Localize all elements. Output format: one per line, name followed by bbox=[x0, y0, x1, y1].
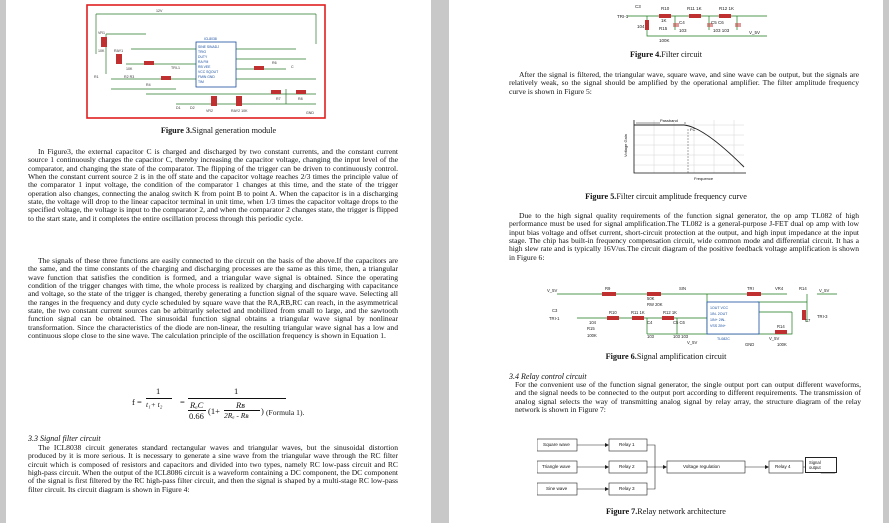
ic-label: ICL8038 bbox=[204, 37, 217, 41]
figure-5-caption bbox=[449, 192, 883, 201]
triangle-wave-box: Triangle wave bbox=[542, 464, 571, 469]
svg-text:GND: GND bbox=[745, 342, 755, 347]
svg-text:V_5V: V_5V bbox=[819, 288, 830, 293]
svg-text:C3: C3 bbox=[635, 4, 641, 9]
svg-text:1IN- 2OUT: 1IN- 2OUT bbox=[710, 312, 728, 316]
paragraph-filter-output: After the signal is filtered, the triangular wave, square wave, and sine wave can be output, but the signals are relatively weak, so the signal should be amplified by the operational amplifier. The filter amplitude frequency curve is shown in Figure 5: bbox=[509, 70, 859, 96]
svg-text:RA FM: RA FM bbox=[198, 60, 209, 64]
relay-2-box: Relay 2 bbox=[619, 464, 635, 469]
eq-rac: RₐC bbox=[190, 400, 204, 410]
svg-text:10K: 10K bbox=[126, 67, 133, 71]
svg-text:SIN: SIN bbox=[679, 286, 686, 291]
eq-num-1: 1 bbox=[156, 386, 161, 396]
svg-text:C3: C3 bbox=[552, 308, 558, 313]
eq-close: ) bbox=[261, 406, 264, 416]
svg-text:104: 104 bbox=[589, 320, 596, 325]
svg-text:R8: R8 bbox=[298, 97, 303, 101]
eq-f: f = bbox=[132, 397, 142, 407]
figure-6-caption-num: Figure 6. bbox=[605, 352, 637, 361]
equation-1 bbox=[132, 386, 382, 426]
paragraph-signal-filter: The ICL8038 circuit generates standard rectangular waves and triangular waves, but the sinusoidal distortion produced by it is more serious. It is necessary to generate a sine wave from the triangular wave through the RC filter circuit which is composed of resistors and capacitors and divided into two types, namely RC low-pass circuit and RC high-pass circuit. When the output of the ICL8086 circuit is a waveform containing a DC component, the DC component of the signal is first filtered by the RC high-pass filter circuit, and then the signal is shaped by a multi-stage RC low-pass filter circuit. Its circuit diagram is shown in Figure 4: bbox=[28, 443, 398, 494]
svg-text:103 103: 103 103 bbox=[713, 28, 730, 33]
eq-onep: (1+ bbox=[208, 406, 220, 416]
figure-7-caption bbox=[449, 507, 883, 516]
svg-text:C: C bbox=[291, 65, 294, 69]
eq-coef: 0.66 bbox=[189, 411, 204, 421]
svg-text:C4: C4 bbox=[679, 20, 685, 25]
passband-label: Passband bbox=[660, 118, 678, 123]
vcc-label: 12V bbox=[156, 9, 163, 13]
svg-text:VCC SQOUT: VCC SQOUT bbox=[198, 70, 219, 74]
right-page bbox=[449, 0, 883, 523]
figure-4-caption-text: Filter circuit bbox=[661, 50, 702, 59]
svg-text:C7: C7 bbox=[805, 318, 811, 323]
svg-text:10K: 10K bbox=[98, 49, 105, 53]
svg-text:R11 1K: R11 1K bbox=[631, 310, 645, 315]
svg-text:R10: R10 bbox=[661, 6, 670, 11]
svg-text:R9: R9 bbox=[605, 286, 611, 291]
figure-5-plot bbox=[624, 115, 754, 185]
svg-text:103: 103 bbox=[647, 334, 654, 339]
svg-text:R2 R3: R2 R3 bbox=[124, 75, 135, 79]
svg-text:D2: D2 bbox=[190, 106, 195, 110]
svg-text:TRI: TRI bbox=[747, 286, 754, 291]
svg-text:TRI-3: TRI-3 bbox=[817, 314, 828, 319]
x-axis-label: Frequence bbox=[694, 176, 714, 181]
figure-3-caption bbox=[6, 126, 431, 135]
svg-text:103: 103 bbox=[679, 28, 687, 33]
svg-text:D1: D1 bbox=[176, 106, 181, 110]
svg-text:R10: R10 bbox=[609, 310, 617, 315]
svg-text:VR2: VR2 bbox=[206, 109, 213, 113]
svg-text:C4: C4 bbox=[647, 320, 653, 325]
svg-text:VR1: VR1 bbox=[98, 31, 105, 35]
paragraph-charging-process: In Figure3, the external capacitor C is charged and discharged by two constant currents, and the constant current source 1 continuously charges the capacitor C, thereby increasing the capacitor voltage, changing the input level of the comparator, and changing the state of the comparator. The flipping of the trigger can be driven to continuously control. When the constant current source 2 is in the off state and the capacitor voltage reaches 2/3 times the principle value of the comparator 1 input voltage, the condition of the comparator 1 changes at this time, and the state of the trigger operation also changes, connecting the analog switch K from point B to point A. When the capacitor is in a discharging state, the voltage will drop to the linear capacitor terminal in unit time, when 1/3 times the capacitor voltage drops to the specified voltage, the voltage is input to the comparator 2, and when the comparator 2 changes state, the trigger is flipped to the start state, and it completes the entire oscillation process through this periodic cycle. bbox=[28, 147, 398, 223]
svg-text:R6: R6 bbox=[272, 61, 277, 65]
paragraph-tl082: Due to the high signal quality requirements of the function signal generator, the op amp TL082 of high performance must be used for signal amplification.The TL082 is a general-purpose J-FET dual op amp with low input bias voltage and offset current, short-circuit protection at the output, and high input impedance at the input stage. The chip has built-in frequency compensation circuit, wide common mode and differential circuit. It has a high slew rate and is typically 16V/us.The circuit diagram of the positive feedback voltage amplification is shown in Figure 6: bbox=[509, 211, 859, 262]
figure-7-caption-num: Figure 7. bbox=[606, 507, 638, 516]
svg-text:RAY2 10K: RAY2 10K bbox=[231, 109, 248, 113]
y-axis-label: Voltage Gain bbox=[622, 134, 628, 157]
svg-text:R7: R7 bbox=[276, 97, 281, 101]
svg-text:V_5V: V_5V bbox=[749, 30, 761, 35]
svg-text:V_5V: V_5V bbox=[687, 340, 698, 345]
svg-text:V_5V: V_5V bbox=[547, 288, 558, 293]
figure-5-caption-num: Figure 5. bbox=[585, 192, 617, 201]
figure-4-caption-num: Figure 4. bbox=[630, 50, 662, 59]
svg-text:1IN+ 2IN-: 1IN+ 2IN- bbox=[710, 318, 726, 322]
eq-den: 2Rₐ - Rʙ bbox=[224, 411, 249, 420]
voltage-regulation-box: Voltage regulation bbox=[683, 464, 720, 469]
svg-text:V_5V: V_5V bbox=[769, 336, 780, 341]
svg-text:TL082C: TL082C bbox=[717, 337, 730, 341]
svg-text:SINE SINADJ: SINE SINADJ bbox=[198, 45, 219, 49]
svg-text:103 103: 103 103 bbox=[673, 334, 689, 339]
section-3-3-heading: 3.3 Signal filter circuit bbox=[28, 434, 101, 443]
left-page bbox=[6, 0, 431, 523]
svg-text:R1: R1 bbox=[94, 75, 99, 79]
svg-text:TRI-1: TRI-1 bbox=[617, 14, 629, 19]
signal-output-box: Signal output bbox=[805, 457, 837, 473]
figure-4-caption bbox=[449, 50, 883, 59]
svg-text:GND: GND bbox=[306, 111, 314, 115]
svg-text:VR4: VR4 bbox=[775, 286, 784, 291]
square-wave-box: Square wave bbox=[543, 442, 570, 447]
svg-text:TRI-1: TRI-1 bbox=[171, 66, 180, 70]
sine-wave-box: Sine wave bbox=[546, 486, 568, 491]
svg-text:TIM: TIM bbox=[198, 80, 204, 84]
svg-text:FMIN GND: FMIN GND bbox=[198, 75, 215, 79]
svg-text:100K: 100K bbox=[659, 38, 670, 43]
svg-text:R14: R14 bbox=[799, 286, 807, 291]
fc-label: FC bbox=[690, 127, 696, 132]
svg-text:C5 C6: C5 C6 bbox=[711, 20, 724, 25]
svg-text:C5 C6: C5 C6 bbox=[673, 320, 685, 325]
amplification-circuit-schematic bbox=[547, 282, 847, 348]
figure-3-caption-num: Figure 3. bbox=[160, 126, 193, 135]
figure-7-caption-text: Relay network architecture bbox=[637, 507, 726, 516]
svg-text:TRI-1: TRI-1 bbox=[549, 316, 560, 321]
paragraph-relay-control: For the convenient use of the function signal generator, the single output port can output different waveforms, and the signal needs to be connected to the output port according to different requirements. The transmission of analog signal selects the way of transmitting analog signal by relay array, the structure diagram of the relay network is shown in Figure 7: bbox=[515, 380, 861, 415]
svg-text:R11 1K: R11 1K bbox=[687, 6, 702, 11]
svg-text:TRIO: TRIO bbox=[198, 50, 207, 54]
svg-text:RB VEE: RB VEE bbox=[198, 65, 211, 69]
svg-text:R15: R15 bbox=[659, 26, 668, 31]
svg-text:R12 1K: R12 1K bbox=[719, 6, 735, 11]
eq-label: (Formula 1). bbox=[266, 408, 305, 417]
relay-network-diagram bbox=[537, 437, 837, 499]
figure-6-caption bbox=[449, 352, 883, 361]
svg-text:R4: R4 bbox=[146, 83, 151, 87]
svg-text:R14: R14 bbox=[777, 324, 785, 329]
svg-text:100K: 100K bbox=[777, 342, 787, 347]
eq-rb: Rʙ bbox=[236, 400, 245, 410]
svg-text:VSS 2IN+: VSS 2IN+ bbox=[710, 324, 726, 328]
svg-text:DUTY: DUTY bbox=[198, 55, 208, 59]
figure-6-caption-text: Signal amplification circuit bbox=[636, 352, 727, 361]
eq-equals: = bbox=[180, 397, 185, 407]
svg-text:100K: 100K bbox=[587, 333, 597, 338]
svg-text:104: 104 bbox=[637, 24, 645, 29]
eq-t1t2: t₁+ t₂ bbox=[146, 400, 163, 409]
figure-5-caption-text: Filter circuit amplitude frequency curve bbox=[616, 192, 747, 201]
section-3-4-heading: 3.4 Relay control circuit bbox=[509, 372, 587, 381]
paragraph-three-functions: The signals of these three functions are easily connected to the circuit on the basis of the above.If the capacitors are the same, and the time constants of the charging and discharging processes are the same as this time, then, a triangular wave function that satisfies the condition is formed, and a triangular wave signal is obtained. Since the operating condition of the trigger changes with time, the whole process is realized by charging and discharging with capacitance and voltage, so the state of the trigger is changed, thereby generating a function signal of the square wave. Selecting all the ranges in the frequency and duty cycle scheduled by square wave that the RA,RB,RC can reach, in the asymmetrical state, the two constant current sources can be arbitrarily selected and mobilized from small to large, and the sawtooth function signal can be obtained. The sinusoidal function signal obtains a triangular wave signal by nonlinear transformation. Since the characteristics of the diode are non-linear, the resulting triangular wave signal has a low and continuous slope close to the sine wave. The calculation principle of the oscillation frequency is shown in Equation 1. bbox=[28, 256, 398, 341]
figure-3-caption-text: Signal generation module bbox=[192, 126, 277, 135]
svg-text:1K: 1K bbox=[661, 18, 667, 23]
svg-text:R15: R15 bbox=[587, 326, 595, 331]
relay-1-box: Relay 1 bbox=[619, 442, 635, 447]
filter-circuit-schematic bbox=[617, 2, 777, 44]
relay-3-box: Relay 3 bbox=[619, 486, 635, 491]
signal-generation-schematic bbox=[86, 4, 326, 119]
eq-num-2: 1 bbox=[234, 386, 239, 396]
svg-text:R12 1K: R12 1K bbox=[663, 310, 677, 315]
svg-text:1OUT VCC: 1OUT VCC bbox=[710, 306, 729, 310]
svg-text:50K: 50K bbox=[647, 296, 655, 301]
svg-text:RW 20K: RW 20K bbox=[647, 302, 663, 307]
svg-text:RAY1: RAY1 bbox=[114, 49, 124, 53]
relay-4-box: Relay 4 bbox=[775, 464, 791, 469]
